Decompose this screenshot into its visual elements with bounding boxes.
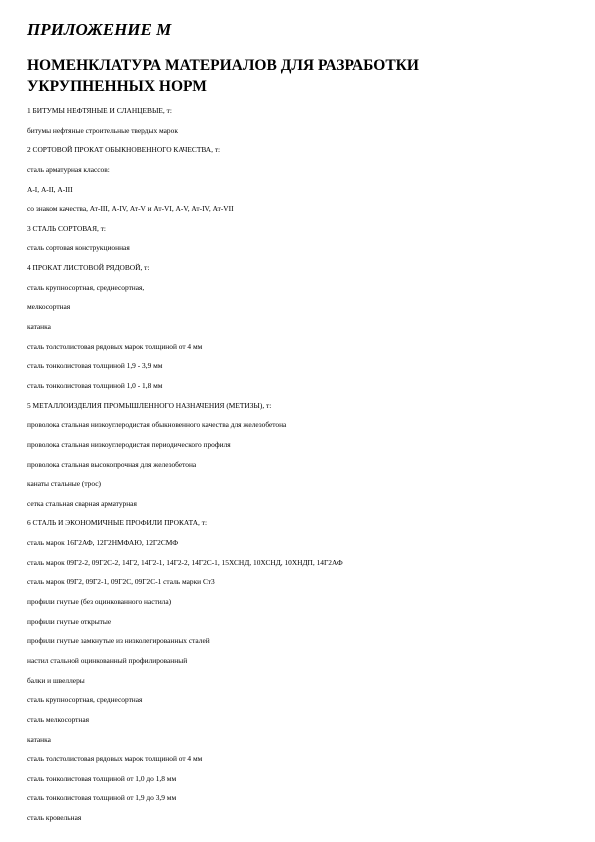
appendix-title: ПРИЛОЖЕНИЕ М	[27, 20, 172, 39]
document-page	[27, 20, 572, 833]
list-item: сталь тонколистовая толщиной 1,9 - 3,9 мм	[27, 361, 163, 371]
list-item: катанка	[27, 734, 51, 744]
list-item: сталь крупносортная, среднесортная,	[27, 282, 145, 292]
list-item: катанка	[27, 322, 51, 332]
list-item: проволока стальная низкоуглеродистая обыкновенного качества для железобетона	[27, 420, 287, 430]
list-item: сталь кровельная	[27, 813, 82, 823]
list-item: проволока стальная высокопрочная для железобетона	[27, 459, 197, 469]
list-item: А-I, А-II, А-III	[27, 184, 73, 194]
list-item: 5 МЕТАЛЛОИЗДЕЛИЯ ПРОМЫШЛЕННОГО НАЗНАЧЕНИЯ (МЕТИЗЫ), т:	[27, 400, 272, 410]
list-item: сталь сортовая конструкционная	[27, 243, 130, 253]
list-item: сталь арматурная классов:	[27, 164, 110, 174]
list-item: канаты стальные (трос)	[27, 479, 101, 489]
list-item: профили гнутые замкнутые из низколегированных сталей	[27, 636, 210, 646]
list-item: настил стальной оцинкованный профилированный	[27, 655, 188, 665]
list-item: профили гнутые (без оцинкованного настила)	[27, 597, 172, 607]
list-item: проволока стальная низкоуглеродистая периодического профиля	[27, 439, 231, 449]
list-item: битумы нефтяные строительные твердых марок	[27, 125, 178, 135]
materials-list	[27, 106, 572, 822]
list-item: сталь тонколистовая толщиной от 1,0 до 1,8 мм	[27, 773, 177, 783]
list-item: сетка стальная сварная арматурная	[27, 498, 137, 508]
list-item: сталь марок 09Г2, 09Г2-1, 09Г2С, 09Г2С-1 сталь марки Ст3	[27, 577, 215, 587]
list-item: сталь тонколистовая толщиной 1,0 - 1,8 мм	[27, 380, 163, 390]
list-item: сталь мелкосортная	[27, 714, 90, 724]
list-item: со знаком качества, Ат-III, А-IV, Ат-V и Ат-VI, А-V, Ат-IV, Ат-VII	[27, 204, 234, 214]
list-item: 6 СТАЛЬ И ЭКОНОМИЧНЫЕ ПРОФИЛИ ПРОКАТА, т:	[27, 518, 208, 528]
list-item: 2 СОРТОВОЙ ПРОКАТ ОБЫКНОВЕННОГО КАЧЕСТВА, т:	[27, 145, 221, 155]
list-item: сталь толстолистовая рядовых марок толщиной от 4 мм	[27, 341, 203, 351]
list-item: 4 ПРОКАТ ЛИСТОВОЙ РЯДОВОЙ, т:	[27, 263, 150, 273]
list-item: сталь марок 09Г2-2, 09Г2С-2, 14Г2, 14Г2-1, 14Г2-2, 14Г2С-1, 15ХСНД, 10ХСНД, 10ХНДП, 14Г2АФ	[27, 557, 343, 567]
list-item: сталь крупносортная, среднесортная	[27, 695, 143, 705]
list-item: профили гнутые открытые	[27, 616, 112, 626]
document-title-line-1: НОМЕНКЛАТУРА МАТЕРИАЛОВ ДЛЯ РАЗРАБОТКИ	[27, 57, 419, 74]
document-title-line-2: УКРУПНЕННЫХ НОРМ	[27, 78, 207, 95]
list-item: сталь марок 16Г2АФ, 12Г2НМФАЮ, 12Г2СМФ	[27, 538, 179, 548]
list-item: сталь толстолистовая рядовых марок толщиной от 4 мм	[27, 754, 203, 764]
list-item: сталь тонколистовая толщиной от 1,9 до 3,9 мм	[27, 793, 177, 803]
list-item: мелкосортная	[27, 302, 71, 312]
list-item: 1 БИТУМЫ НЕФТЯНЫЕ И СЛАНЦЕВЫЕ, т:	[27, 106, 172, 115]
document-title	[27, 55, 572, 97]
list-item: балки и швеллеры	[27, 675, 85, 685]
list-item: 3 СТАЛЬ СОРТОВАЯ, т:	[27, 223, 106, 233]
